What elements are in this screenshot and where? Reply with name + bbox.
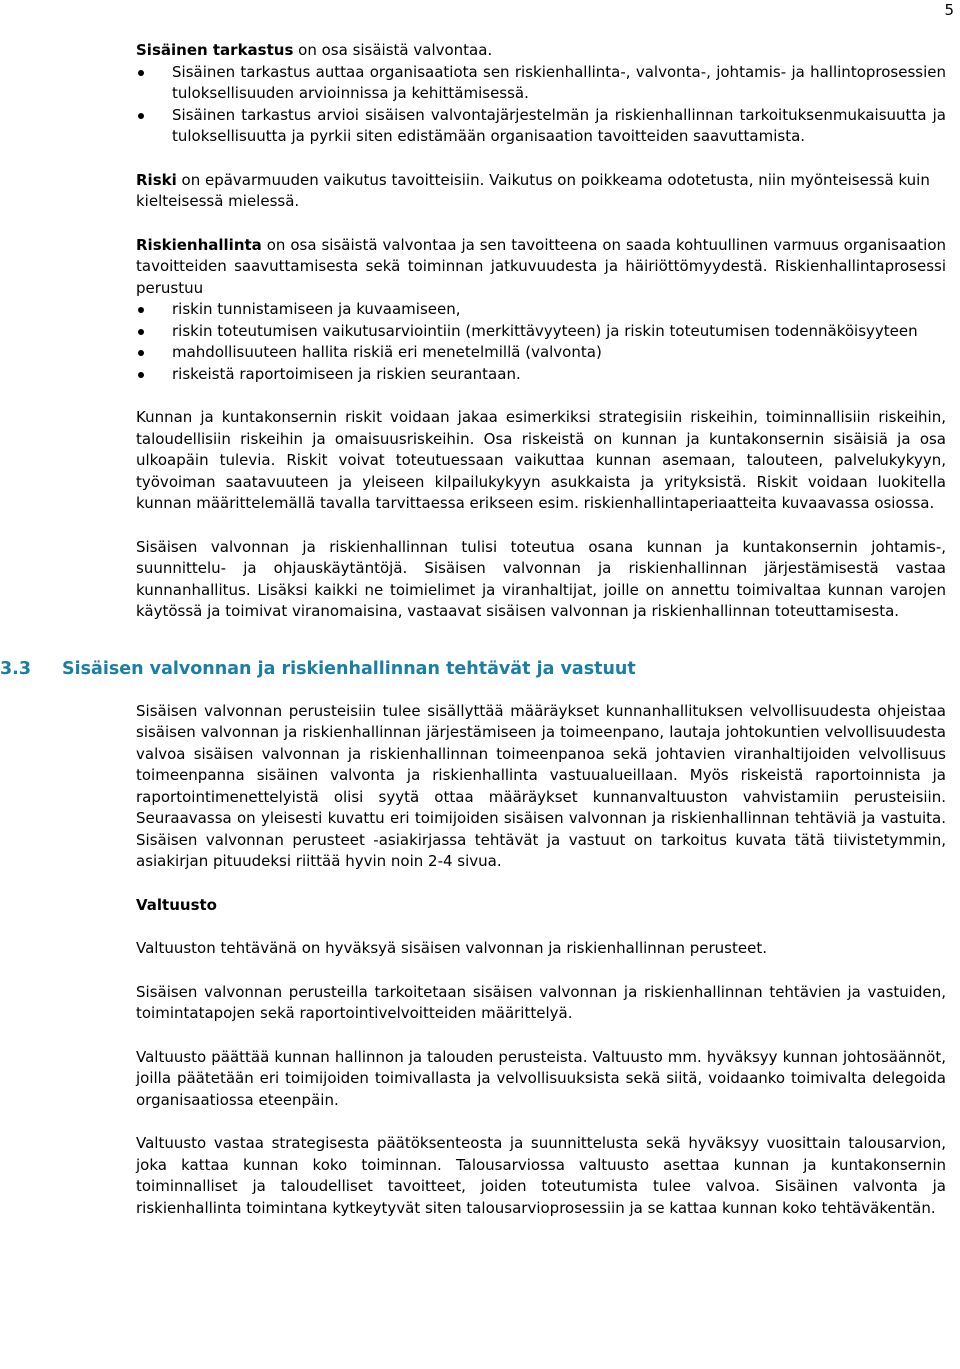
section-title: Sisäisen valvonnan ja riskienhallinnan tehtävät ja vastuut [62, 658, 636, 679]
risks-paragraph: Kunnan ja kuntakonsernin riskit voidaan jakaa esimerkiksi strategisiin riskeihin, toiminnallisiin riskeihin, taloudellisiin riskeihin ja omaisuusriskeihin. Osa riskeistä on kunnan ja kuntakonsernin sisäisiä ja osa ulkoapäin tulevia. Riskit voivat toteutuessaan vaikuttaa kunnan asemaan, talouteen, palvelukykyyn, työvoiman saatavuuteen ja yleiseen kilpailukykyyn asukkaista ja yrityksistä. Riskit voidaan luokitella kunnan määrittelemällä tavalla tarvittaessa erikseen esim. riskienhallintaperiaatteita kuvaavassa osiossa. [136, 408, 946, 512]
intro-lead-bold: Sisäinen tarkastus [136, 41, 294, 59]
bullet-icon [138, 372, 144, 378]
valtuusto-paragraph-1: Valtuuston tehtävänä on hyväksyä sisäisen valvonnan ja riskienhallinnan perusteet. [136, 939, 767, 957]
section-number: 3.3 [0, 658, 32, 679]
list-item-text: Sisäinen tarkastus arvioi sisäisen valvontajärjestelmän ja riskienhallinnan tarkoituksenmukaisuutta ja tuloksellisuutta ja pyrkii siten edistämään organisaation tavoitteiden saavuttamista. [172, 105, 946, 145]
intro-paragraph [136, 40, 946, 62]
valtuusto-paragraph-4: Valtuusto vastaa strategisesta päätöksenteosta ja suunnittelusta sekä hyväksyy vuosittain talousarvion, joka kattaa kunnan koko toiminnan. Talousarviossa valtuusto asettaa kunnan ja kuntakonsernin toiminnalliset ja taloudelliset tavoitteet, joiden toteutumista tulee valvoa. Sisäinen valvonta ja riskienhallinta toimintana kytkeytyvät siten talousarvioprosessiin ja se kattaa kunnan koko tehtäväkentän. [136, 1134, 946, 1217]
list-item-text: riskeistä raportoimiseen ja riskien seurantaan. [172, 364, 521, 383]
riskienhallinta-text: on osa sisäistä valvontaa ja sen tavoitteena on saada kohtuullinen varmuus organisaation tavoitteiden saavuttamisesta sekä toiminnan jatkuvuudesta ja häiriöttömyydestä. Riskienhallintaprosessi perustuu [136, 235, 946, 297]
list-item [136, 299, 946, 321]
list-item [136, 364, 946, 386]
section-paragraph: Sisäisen valvonnan perusteisiin tulee sisällyttää määräykset kunnanhallituksen velvollisuudesta ohjeistaa sisäisen valvonnan ja riskienhallinnan järjestämiseen ja toimeenpano, lautaja johtokuntien velvollisuudesta valvoa sisäisen valvonnan ja riskienhallinnan toimeenpanoa sekä johtavien viranhaltijoiden velvollisuus toimeenpanna sisäinen valvonta ja riskienhallinta vastuualueillaan. Myös riskeistä raportoinnista ja raportointimenettelyistä olisi syytä ottaa määräykset kunnanvaltuuston vahvistamiin perusteisiin. Seuraavassa on yleisesti kuvattu eri toimijoiden sisäisen valvonnan ja riskienhallinnan tehtäviä ja vastuita. Sisäisen valvonnan perusteet -asiakirjassa tehtävät ja vastuut on tarkoitus kuvata tätä tiivistetymmin, asiakirjan pituudeksi riittää hyvin noin 2-4 sivua. [136, 701, 946, 870]
list-item [136, 321, 946, 343]
list-item [136, 342, 946, 364]
list-item [136, 62, 946, 105]
list-item-text: riskin tunnistamiseen ja kuvaamiseen, [172, 300, 461, 318]
list-item-text: mahdollisuuteen hallita riskiä eri menetelmillä (valvonta) [172, 343, 602, 361]
riskienhallinta-bold: Riskienhallinta [136, 235, 262, 254]
bullet-icon [138, 350, 144, 356]
list-item-text: Sisäinen tarkastus auttaa organisaatiota sen riskienhallinta-, valvonta-, johtamis- ja hallintoprosessien tuloksellisuuden arvioinnissa ja kehittämisessä. [172, 62, 946, 102]
bullet-icon [138, 307, 144, 313]
responsibility-paragraph: Sisäisen valvonnan ja riskienhallinnan tulisi toteutua osana kunnan ja kuntakonsernin johtamis-, suunnittelu- ja ohjauskäytäntöjä. Sisäisen valvonnan ja riskienhallinnan järjestämisestä vastaa kunnanhallitus. Lisäksi kaikki ne toimielimet ja viranhaltijat, joille on annettu toimivaltaa kunnan varojen käytössä ja toimivat viranomaisina, vastaavat sisäisen valvonnan ja riskienhallinnan toteuttamisesta. [136, 537, 946, 620]
riski-text: on epävarmuuden vaikutus tavoitteisiin. Vaikutus on poikkeama odotetusta, niin myönteisessä kuin kielteisessä mielessä. [136, 170, 930, 210]
intro-lead-text: on osa sisäistä valvontaa. [293, 41, 493, 59]
riskienhallinta-bullet-list [136, 299, 946, 385]
intro-bullet-list [136, 62, 946, 148]
riski-bold: Riski [136, 170, 177, 189]
valtuusto-heading: Valtuusto [136, 895, 217, 914]
section-heading [0, 657, 946, 681]
list-item-text: riskin toteutumisen vaikutusarviointiin (merkittävyyteen) ja riskin toteutumisen todennäköisyyteen [172, 321, 918, 340]
page-number: 5 [944, 1, 954, 19]
valtuusto-paragraph-2: Sisäisen valvonnan perusteilla tarkoitetaan sisäisen valvonnan ja riskienhallinnan tehtävien ja vastuiden, toimintatapojen sekä raportointivelvoitteiden määrittelyä. [136, 982, 946, 1022]
document-body [0, 40, 946, 1219]
riskienhallinta-paragraph [136, 235, 946, 300]
list-item [136, 105, 946, 148]
bullet-icon [138, 70, 144, 76]
valtuusto-paragraph-3: Valtuusto päättää kunnan hallinnon ja talouden perusteista. Valtuusto mm. hyväksyy kunnan johtosäännöt, joilla päätetään eri toimijoiden toimivallasta ja velvollisuuksista sekä siitä, voidaanko toimivalta delegoida organisaatiossa eteenpäin. [136, 1047, 946, 1109]
bullet-icon [138, 329, 144, 335]
riski-paragraph [136, 170, 946, 213]
bullet-icon [138, 113, 144, 119]
